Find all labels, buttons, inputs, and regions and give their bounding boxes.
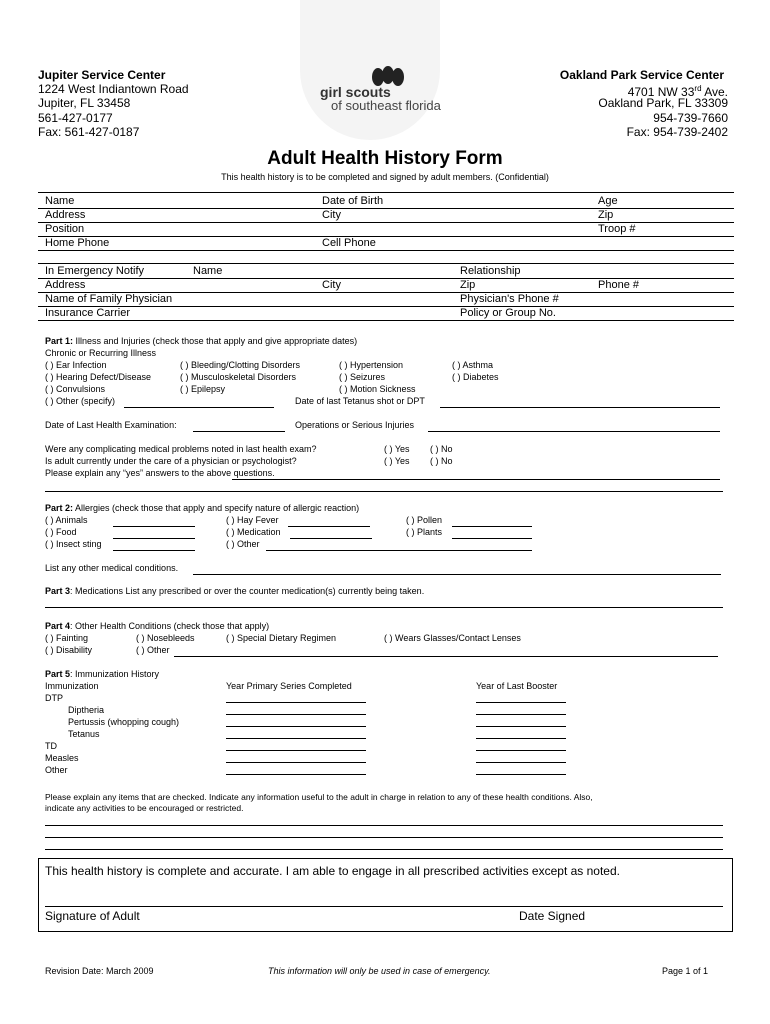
booster-field[interactable] [476, 714, 566, 715]
immunization-measles: Measles [45, 753, 79, 763]
diabetes-option[interactable]: ( ) Diabetes [452, 372, 499, 382]
part2-heading: Part 2: Allergies (check those that apply and specify nature of allergic reaction) [45, 503, 360, 513]
booster-column-header: Year of Last Booster [476, 681, 558, 691]
other-conditions-label: List any other medical conditions. [45, 563, 179, 573]
complication-yes[interactable]: ( ) Yes [384, 444, 410, 454]
immunization-tetanus: Tetanus [68, 729, 100, 739]
hearing-defect-option[interactable]: ( ) Hearing Defect/Disease [45, 372, 152, 382]
cell-phone-label: Cell Phone [322, 237, 376, 249]
immunization-column-header: Immunization [45, 681, 99, 691]
nosebleeds-option[interactable]: ( ) Nosebleeds [136, 633, 195, 643]
explain-yes-field-2[interactable] [45, 491, 723, 492]
oakland-address: 4701 NW 33rd Ave. [627, 84, 728, 99]
signature-statement: This health history is complete and accurate. I am able to engage in all prescribed activities except as noted. [45, 864, 620, 878]
fainting-option[interactable]: ( ) Fainting [45, 633, 89, 643]
other-specify-field[interactable] [124, 407, 274, 408]
other-allergy-field[interactable] [266, 550, 532, 551]
address-label: Address [45, 209, 86, 221]
bleeding-option[interactable]: ( ) Bleeding/Clotting Disorders [180, 360, 301, 370]
emergency-zip-label: Zip [460, 279, 476, 291]
part4-heading: Part 4: Other Health Conditions (check those that apply) [45, 621, 270, 631]
physician-phone-label: Physician's Phone # [460, 293, 559, 305]
booster-field[interactable] [476, 750, 566, 751]
name-label: Name [45, 195, 75, 207]
page-number: Page 1 of 1 [662, 966, 709, 976]
last-exam-field[interactable] [193, 431, 285, 432]
booster-field[interactable] [476, 774, 566, 775]
insect-sting-option[interactable]: ( ) Insect sting [45, 539, 102, 549]
oakland-phone: 954-739-7660 [653, 111, 728, 125]
epilepsy-option[interactable]: ( ) Epilepsy [180, 384, 226, 394]
seizures-option[interactable]: ( ) Seizures [339, 372, 386, 382]
other-conditions-field[interactable] [193, 574, 721, 575]
plants-field[interactable] [452, 538, 532, 539]
explain-field[interactable] [45, 837, 723, 838]
explain-yes-label: Please explain any “yes” answers to the above questions. [45, 468, 275, 478]
motion-sickness-option[interactable]: ( ) Motion Sickness [339, 384, 416, 394]
hay-fever-option[interactable]: ( ) Hay Fever [226, 515, 279, 525]
revision-date: Revision Date: March 2009 [45, 966, 154, 976]
explain-field[interactable] [45, 849, 723, 850]
booster-field[interactable] [476, 738, 566, 739]
position-label: Position [45, 223, 85, 235]
year-series-field[interactable] [226, 726, 366, 727]
oakland-title: Oakland Park Service Center [559, 68, 724, 82]
medication-allergy-field[interactable] [290, 538, 372, 539]
city-label: City [322, 209, 341, 221]
dob-label: Date of Birth [322, 195, 384, 207]
explain-instructions-2: indicate any activities to be encouraged or restricted. [45, 803, 244, 813]
operations-label: Operations or Serious Injuries [295, 420, 415, 430]
policy-label: Policy or Group No. [460, 307, 556, 319]
musculoskeletal-option[interactable]: ( ) Musculoskeletal Disorders [180, 372, 297, 382]
complication-no[interactable]: ( ) No [430, 444, 453, 454]
emergency-phone-label: Phone # [598, 279, 639, 291]
page-title: Adult Health History Form [267, 148, 503, 169]
operations-field[interactable] [428, 431, 720, 432]
logo-text: girl scouts [320, 84, 391, 100]
jupiter-title: Jupiter Service Center [38, 68, 166, 82]
zip-label: Zip [598, 209, 614, 221]
plants-option[interactable]: ( ) Plants [406, 527, 443, 537]
date-signed-label: Date Signed [519, 909, 586, 923]
physician-care-yes[interactable]: ( ) Yes [384, 456, 410, 466]
immunization-pertussis: Pertussis (whopping cough) [68, 717, 180, 727]
medications-field[interactable] [45, 607, 723, 608]
emergency-address-label: Address [45, 279, 86, 291]
oakland-city: Oakland Park, FL 33309 [598, 96, 728, 110]
other-allergy-option[interactable]: ( ) Other [226, 539, 260, 549]
booster-field[interactable] [476, 702, 566, 703]
medication-allergy-option[interactable]: ( ) Medication [226, 527, 281, 537]
booster-field[interactable] [476, 726, 566, 727]
physician-care-no[interactable]: ( ) No [430, 456, 453, 466]
logo-subtext: of southeast florida [331, 98, 441, 113]
pollen-option[interactable]: ( ) Pollen [406, 515, 443, 525]
explain-field[interactable] [45, 825, 723, 826]
explain-yes-field[interactable] [232, 479, 720, 480]
jupiter-phone: 561-427-0177 [38, 111, 113, 125]
immunization-other: Other [45, 765, 68, 775]
part5-heading: Part 5: Immunization History [45, 669, 160, 679]
convulsions-option[interactable]: ( ) Convulsions [45, 384, 106, 394]
explain-instructions-1: Please explain any items that are checked. Indicate any information useful to the adult in charge in relation to any of these health conditions. Also, [45, 792, 593, 802]
physician-label: Name of Family Physician [45, 293, 173, 305]
ear-infection-option[interactable]: ( ) Ear Infection [45, 360, 107, 370]
immunization-td: TD [45, 741, 57, 751]
year-series-field[interactable] [226, 714, 366, 715]
last-exam-label: Date of Last Health Examination: [45, 420, 177, 430]
signature-field[interactable] [45, 906, 723, 907]
jupiter-fax: Fax: 561-427-0187 [38, 125, 140, 139]
other-condition-field[interactable] [174, 656, 718, 657]
year-series-column-header: Year Primary Series Completed [226, 681, 352, 691]
complication-question: Were any complicating medical problems noted in last health exam? [45, 444, 317, 454]
hypertension-option[interactable]: ( ) Hypertension [339, 360, 404, 370]
year-series-field[interactable] [226, 762, 366, 763]
year-series-field[interactable] [226, 750, 366, 751]
year-series-field[interactable] [226, 774, 366, 775]
tetanus-field[interactable] [440, 407, 720, 408]
part1-heading: Part 1: Illness and Injuries (check those that apply and give appropriate dates) [45, 336, 358, 346]
insect-sting-field[interactable] [113, 550, 195, 551]
dietary-option[interactable]: ( ) Special Dietary Regimen [226, 633, 337, 643]
glasses-option[interactable]: ( ) Wears Glasses/Contact Lenses [384, 633, 521, 643]
hay-fever-field[interactable] [288, 526, 370, 527]
disability-option[interactable]: ( ) Disability [45, 645, 93, 655]
part3-heading: Part 3: Medications List any prescribed or over the counter medication(s) currently being taken. [45, 586, 425, 596]
oakland-fax: Fax: 954-739-2402 [626, 125, 728, 139]
jupiter-address: 1224 West Indiantown Road [38, 82, 189, 96]
year-series-field[interactable] [226, 702, 366, 703]
emergency-note: This information will only be used in case of emergency. [268, 966, 491, 976]
other-condition-option[interactable]: ( ) Other [136, 645, 170, 655]
immunization-dtp: DTP [45, 693, 63, 703]
home-phone-label: Home Phone [45, 237, 110, 249]
booster-field[interactable] [476, 762, 566, 763]
food-field[interactable] [113, 538, 195, 539]
tetanus-label: Date of last Tetanus shot or DPT [295, 396, 425, 406]
jupiter-city: Jupiter, FL 33458 [38, 96, 131, 110]
signature-label: Signature of Adult [45, 909, 140, 923]
pollen-field[interactable] [452, 526, 532, 527]
insurance-label: Insurance Carrier [45, 307, 130, 319]
emergency-notify-label: In Emergency Notify [45, 265, 145, 277]
immunization-diptheria: Diptheria [68, 705, 105, 715]
food-option[interactable]: ( ) Food [45, 527, 77, 537]
emergency-city-label: City [322, 279, 341, 291]
chronic-label: Chronic or Recurring Illness [45, 348, 157, 358]
asthma-option[interactable]: ( ) Asthma [452, 360, 494, 370]
troop-label: Troop # [598, 223, 636, 235]
physician-care-question: Is adult currently under the care of a physician or psychologist? [45, 456, 297, 466]
form-subtitle: This health history is to be completed and signed by adult members. (Confidential) [221, 172, 549, 182]
other-specify-option[interactable]: ( ) Other (specify) [45, 396, 116, 406]
animals-option[interactable]: ( ) Animals [45, 515, 88, 525]
year-series-field[interactable] [226, 738, 366, 739]
relationship-label: Relationship [460, 265, 521, 277]
emergency-name-label: Name [193, 265, 223, 277]
age-label: Age [598, 195, 618, 207]
animals-field[interactable] [113, 526, 195, 527]
